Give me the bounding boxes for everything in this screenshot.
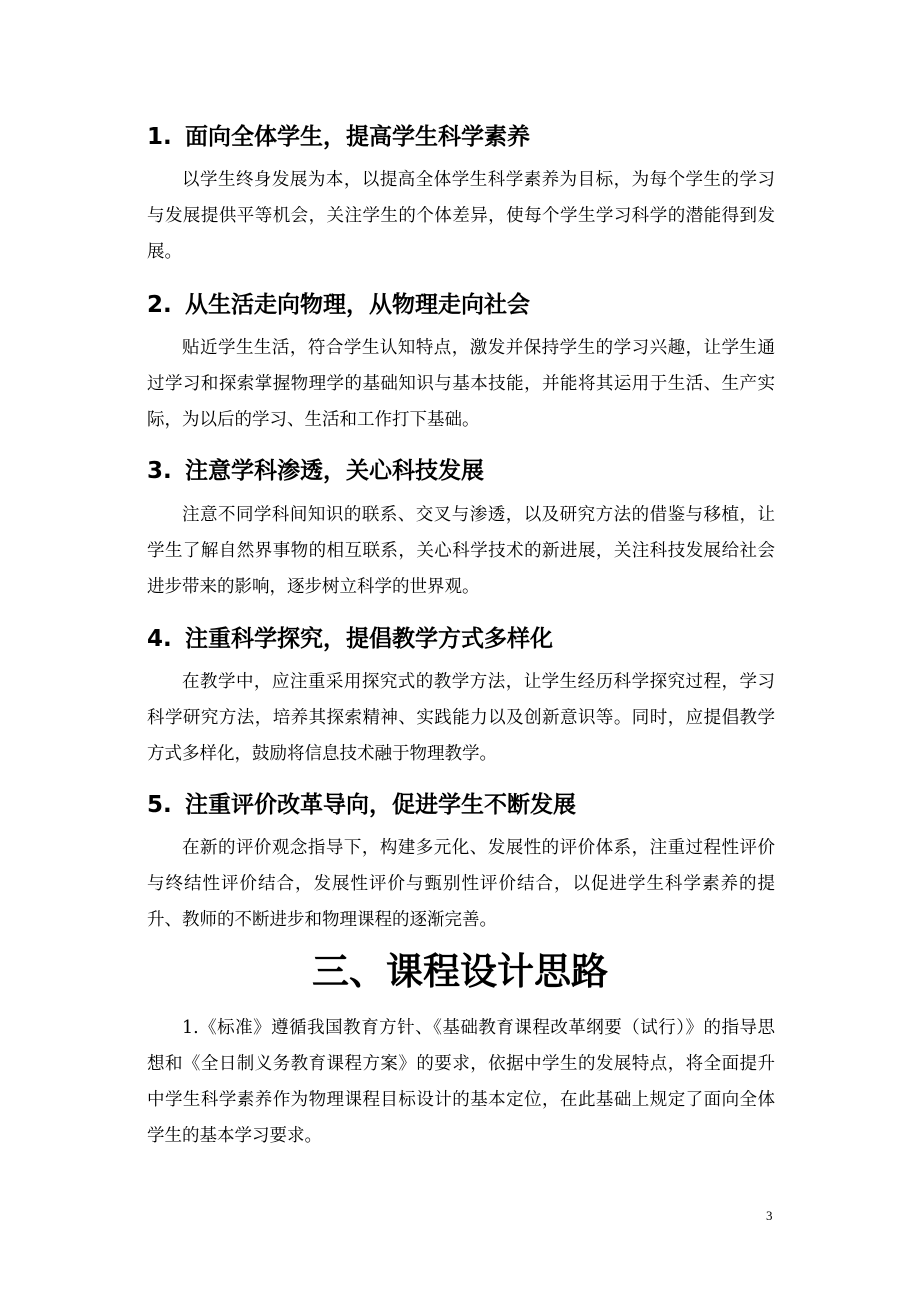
section-heading-1 bbox=[147, 122, 530, 152]
chapter-paragraph: 1.《标准》遵循我国教育方针、《基础教育课程改革纲要（试行）》的指导思想和《全日制义务教育课程方案》的要求，依据中学生的发展特点，将全面提升中学生科学素养作为物理课程目标设计的基本定位，在此基础上规定了面向全体学生的基本学习要求。 bbox=[147, 1018, 775, 1146]
section-number: 1. bbox=[147, 124, 172, 150]
section-paragraph-5: 在新的评价观念指导下，构建多元化、发展性的评价体系，注重过程性评价与终结性评价结合，发展性评价与甄别性评价结合，以促进学生科学素养的提升、教师的不断进步和物理课程的逐渐完善。 bbox=[147, 838, 775, 930]
chapter-title: 三、课程设计思路 bbox=[312, 950, 608, 993]
section-title: 注重科学探究，提倡教学方式多样化 bbox=[185, 626, 553, 652]
section-heading-2 bbox=[147, 290, 530, 320]
section-number: 5. bbox=[147, 792, 172, 818]
section-paragraph-2: 贴近学生生活，符合学生认知特点，激发并保持学生的学习兴趣，让学生通过学习和探索掌握物理学的基础知识与基本技能，并能将其运用于生活、生产实际，为以后的学习、生活和工作打下基础。 bbox=[147, 338, 775, 430]
section-heading-5 bbox=[147, 790, 576, 820]
section-number: 3. bbox=[147, 458, 172, 484]
section-paragraph-1: 以学生终身发展为本，以提高全体学生科学素养为目标，为每个学生的学习与发展提供平等机会，关注学生的个体差异，使每个学生学习科学的潜能得到发展。 bbox=[147, 170, 775, 262]
section-number: 2. bbox=[147, 292, 172, 318]
section-title: 面向全体学生，提高学生科学素养 bbox=[185, 124, 530, 150]
section-number: 4. bbox=[147, 626, 172, 652]
page-number: 3 bbox=[766, 1208, 773, 1223]
section-title: 注重评价改革导向，促进学生不断发展 bbox=[185, 792, 576, 818]
section-title: 注意学科渗透，关心科技发展 bbox=[185, 458, 484, 484]
section-title: 从生活走向物理，从物理走向社会 bbox=[185, 292, 530, 318]
section-paragraph-3: 注意不同学科间知识的联系、交叉与渗透，以及研究方法的借鉴与移植，让学生了解自然界事物的相互联系，关心科学技术的新进展，关注科技发展给社会进步带来的影响，逐步树立科学的世界观。 bbox=[147, 505, 775, 597]
section-paragraph-4: 在教学中，应注重采用探究式的教学方法，让学生经历科学探究过程，学习科学研究方法，培养其探索精神、实践能力以及创新意识等。同时，应提倡教学方式多样化，鼓励将信息技术融于物理教学。 bbox=[147, 672, 775, 764]
section-heading-3 bbox=[147, 456, 484, 486]
section-heading-4 bbox=[147, 624, 553, 654]
